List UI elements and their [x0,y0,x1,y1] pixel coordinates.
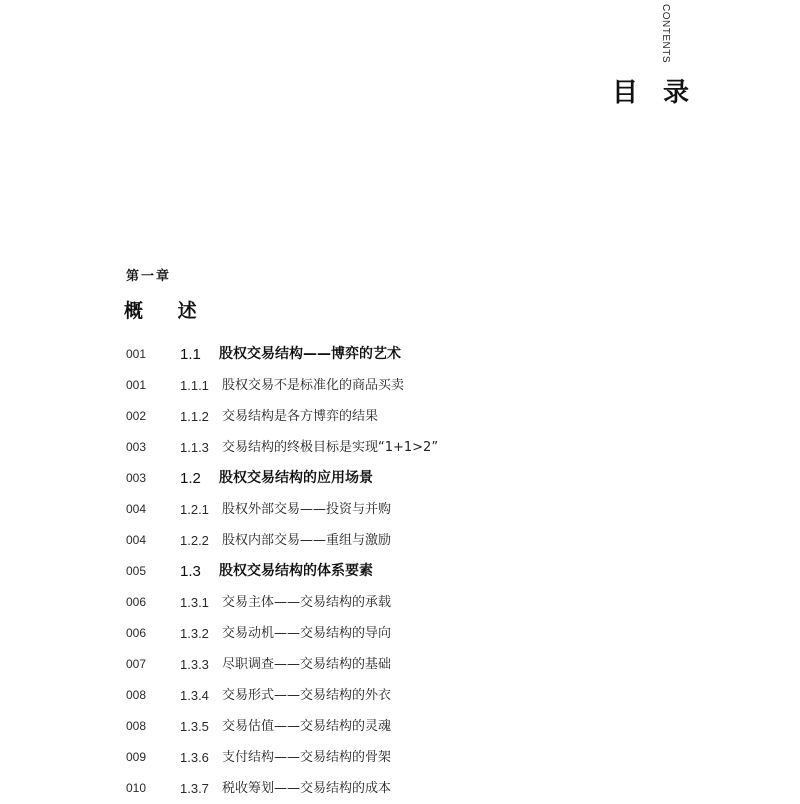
toc-subsection-entry[interactable] [0,432,800,463]
toc-page-number: 004 [126,502,147,516]
toc-item-number: 1.3.1 [180,595,209,610]
toc-item-title: 股权内部交易——重组与激励 [222,533,392,548]
toc-subsection-entry[interactable] [0,773,800,804]
toc-item-number: 1.2.1 [180,502,209,517]
toc-item-number: 1.3.7 [180,781,209,796]
toc-item-number: 1.2.2 [180,533,209,548]
toc-page-number: 010 [126,781,147,795]
toc-list [0,339,800,804]
toc-subsection-entry[interactable] [0,680,800,711]
page-title: 目 录 [612,78,698,108]
toc-page-number: 003 [126,471,147,485]
toc-item-title: 股权外部交易——投资与并购 [222,502,392,517]
toc-page-number: 009 [126,750,147,764]
toc-item-title: 交易结构的终极目标是实现“1+1>2” [222,440,439,455]
toc-page-number: 001 [126,347,147,361]
toc-item-title: 股权交易结构的体系要素 [219,563,373,579]
toc-item-number: 1.3.2 [180,626,209,641]
toc-item-title: 交易动机——交易结构的导向 [222,626,392,641]
toc-subsection-entry[interactable] [0,401,800,432]
toc-section-entry[interactable] [0,463,800,494]
toc-item-number: 1.1.2 [180,409,209,424]
toc-subsection-entry[interactable] [0,649,800,680]
toc-subsection-entry[interactable] [0,370,800,401]
toc-page-number: 001 [126,378,147,392]
toc-item-title: 支付结构——交易结构的骨架 [222,750,392,765]
toc-item-number: 1.3.4 [180,688,209,703]
toc-item-title: 股权交易结构——博弈的艺术 [219,346,401,362]
toc-page-number: 008 [126,719,147,733]
toc-page-number: 003 [126,440,147,454]
toc-item-number: 1.2 [180,470,201,487]
toc-item-title: 税收筹划——交易结构的成本 [222,781,392,796]
toc-page-number: 002 [126,409,147,423]
toc-subsection-entry[interactable] [0,742,800,773]
toc-item-title: 交易结构是各方博弈的结果 [222,409,379,424]
toc-page-number: 007 [126,657,147,671]
contents-label: CONTENTS [660,4,671,63]
toc-subsection-entry[interactable] [0,494,800,525]
toc-section-entry[interactable] [0,556,800,587]
toc-subsection-entry[interactable] [0,525,800,556]
toc-subsection-entry[interactable] [0,711,800,742]
toc-page-number: 006 [126,595,147,609]
toc-item-number: 1.3.6 [180,750,209,765]
toc-item-number: 1.1.1 [180,378,209,393]
toc-subsection-entry[interactable] [0,587,800,618]
toc-item-title: 交易主体——交易结构的承载 [222,595,392,610]
toc-item-number: 1.3 [180,563,201,580]
toc-item-title: 尽职调查——交易结构的基础 [222,657,392,672]
toc-page-number: 008 [126,688,147,702]
toc-item-number: 1.1.3 [180,440,209,455]
toc-item-number: 1.3.3 [180,657,209,672]
toc-page-number: 006 [126,626,147,640]
toc-item-title: 股权交易结构的应用场景 [219,470,373,486]
toc-section-entry[interactable] [0,339,800,370]
toc-item-title: 交易估值——交易结构的灵魂 [222,719,392,734]
chapter-title: 概 述 [124,300,211,322]
chapter-label: 第一章 [126,269,172,284]
toc-page-number: 004 [126,533,147,547]
toc-item-title: 交易形式——交易结构的外衣 [222,688,392,703]
toc-item-number: 1.3.5 [180,719,209,734]
toc-item-number: 1.1 [180,346,201,363]
toc-subsection-entry[interactable] [0,618,800,649]
toc-page-number: 005 [126,564,147,578]
toc-item-title: 股权交易不是标准化的商品买卖 [222,378,405,393]
